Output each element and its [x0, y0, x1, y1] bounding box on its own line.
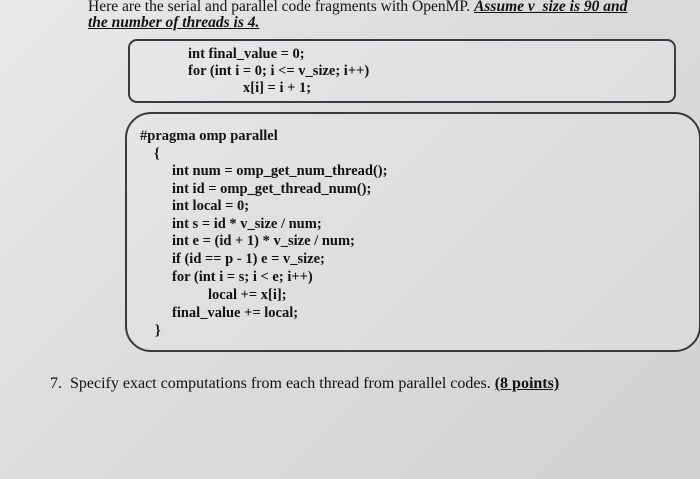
- parallel-code-line: int s = id * v_size / num;: [172, 216, 322, 232]
- question-text: Specify exact computations from each thread from parallel codes.: [70, 375, 491, 392]
- serial-code-line: for (int i = 0; i <= v_size; i++): [188, 63, 370, 79]
- parallel-code-line: int id = omp_get_thread_num();: [172, 181, 372, 197]
- parallel-code-line: int local = 0;: [172, 198, 250, 214]
- parallel-code-line: }: [155, 323, 161, 339]
- question-number: 7.: [50, 375, 62, 392]
- intro-assumption: Assume v_size is 90 and: [474, 0, 628, 15]
- parallel-code-line: if (id == p - 1) e = v_size;: [172, 251, 325, 267]
- intro-line2: the number of threads is 4.: [88, 14, 260, 31]
- question-points: (8 points): [494, 375, 560, 392]
- serial-code-line: x[i] = i + 1;: [243, 80, 312, 96]
- parallel-code-line: int num = omp_get_num_thread();: [172, 163, 388, 179]
- parallel-code-line: #pragma omp parallel: [140, 128, 278, 144]
- parallel-code-line: int e = (id + 1) * v_size / num;: [172, 233, 355, 249]
- parallel-code-line: local += x[i];: [208, 287, 287, 303]
- intro-line1: Here are the serial and parallel code fragments with OpenMP.: [88, 0, 475, 15]
- parallel-code-line: {: [154, 146, 160, 162]
- question-7: [50, 374, 559, 394]
- parallel-code-line: for (int i = s; i < e; i++): [172, 269, 313, 285]
- parallel-code-line: final_value += local;: [172, 305, 299, 321]
- serial-code-line: int final_value = 0;: [188, 46, 305, 62]
